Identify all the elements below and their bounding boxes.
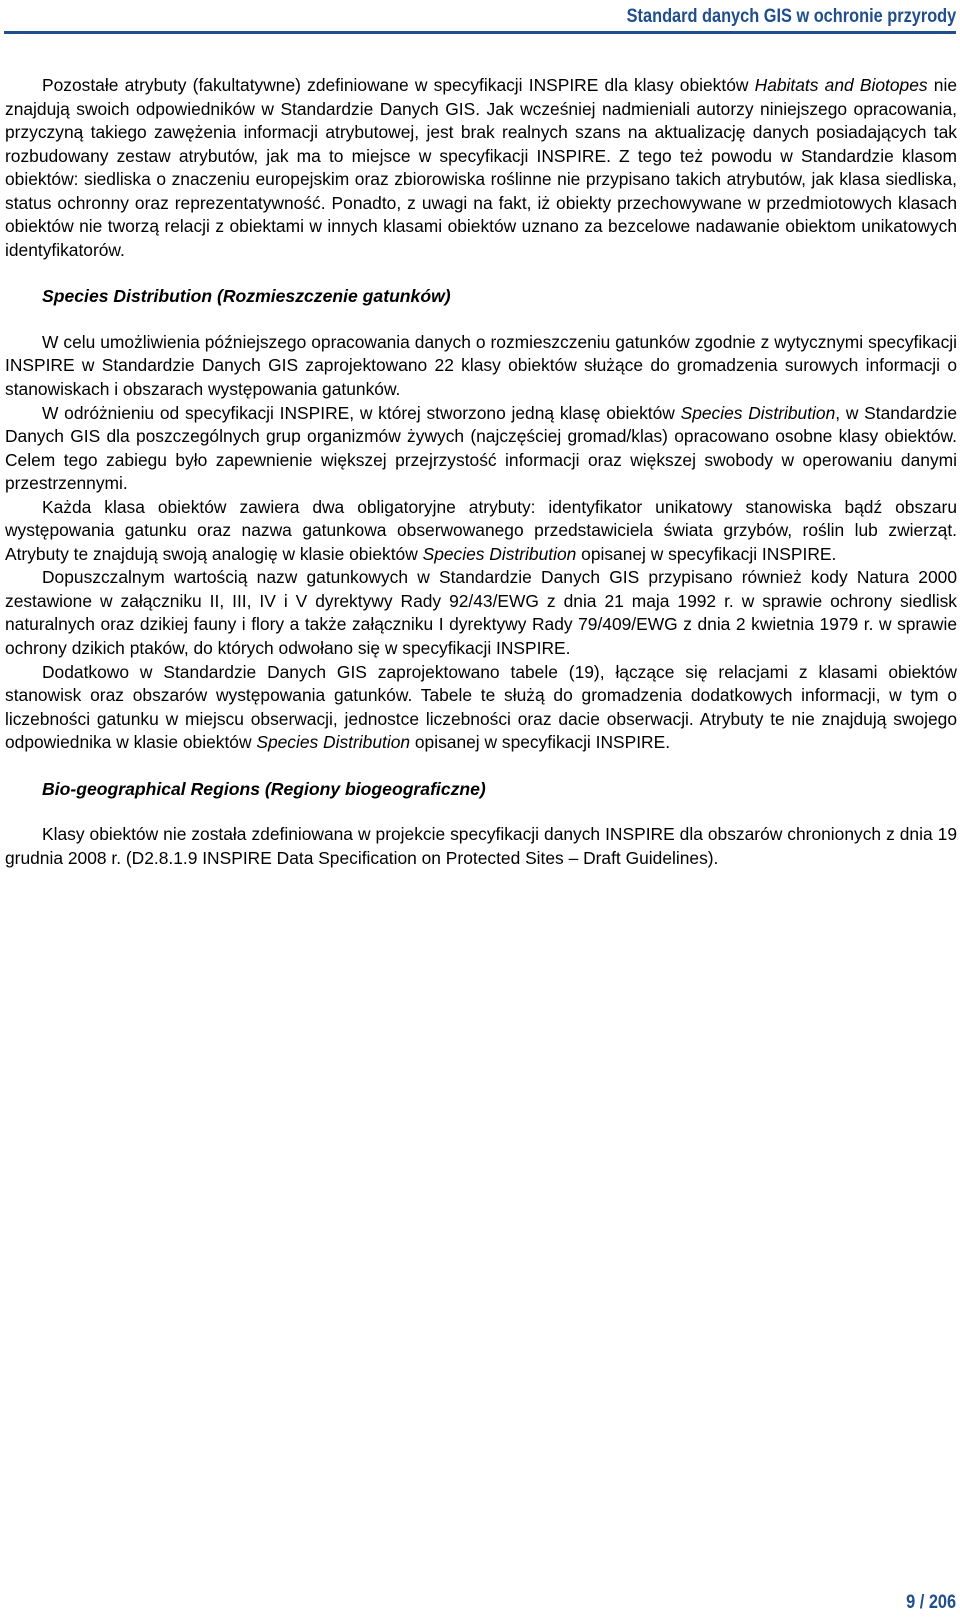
species-p2-text-1: W odróżnieniu od specyfikacji INSPIRE, w której stworzono jedną klasę obiektów xyxy=(42,402,681,423)
species-paragraph-3 xyxy=(5,496,957,567)
species-p3-italic-term: Species Distribution xyxy=(422,543,577,564)
species-p3-text-2: opisanej w specyfikacji INSPIRE. xyxy=(576,543,837,564)
species-paragraph-4: Dopuszczalnym wartością nazw gatunkowych w Standardzie Danych GIS przypisano również kody Natura 2000 zestawione w załączniku II, III, IV i V dyrektywy Rady 92/43/EWG z dnia 21 maja 1992 r. w sprawie ochrony siedlisk naturalnych oraz dzikiej fauny i flory a także załączniku I dyrektywy Rady 79/409/EWG z dnia 2 kwietnia 1979 r. w sprawie ochrony dzikich ptaków, do których odwołano się w specyfikacji INSPIRE. xyxy=(5,567,957,659)
species-p5-text-1: Dodatkowo w Standardzie Danych GIS zaprojektowano tabele (19), łączące się relacjami z klasami obiektów stanowisk oraz obszarów występowania gatunków. Tabele te służą do gromadzenia dodatkowych informacji, w tym o liczebności gatunku w miejscu obserwacji, jednostce liczebności oraz dacie obserwacji. Atrybuty te nie znajdują swojego odpowiednika w klasie obiektów xyxy=(5,661,957,753)
species-p2-text-2: , w Standardzie Danych GIS dla poszczególnych grup organizmów żywych (najczęściej gromad/klas) opracowano osobne klasy obiektów. Celem tego zabiegu było zapewnienie większej przejrzystość informacji oraz większej swobody w operowaniu danymi przestrzennymi. xyxy=(5,402,957,494)
intro-italic-term: Habitats and Biotopes xyxy=(754,75,928,95)
section-heading-bio: Bio-geographical Regions (Regiony biogeograficzne) xyxy=(42,778,486,799)
section-heading-species: Species Distribution (Rozmieszczenie gatunków) xyxy=(42,286,451,307)
species-paragraph-5 xyxy=(5,661,957,755)
intro-text-1: Pozostałe atrybuty (fakultatywne) zdefiniowane w specyfikacji INSPIRE dla klasy obiektów xyxy=(42,75,755,95)
intro-text-2: nie znajdują swoich odpowiedników w Standardzie Danych GIS. Jak wcześniej nadmieniali autorzy niniejszego opracowania, przyczyną takiego zawężenia informacji atrybutowej, jest brak realnych szans na aktualizację danych posiadających tak rozbudowany zestaw atrybutów, jak ma to miejsce w specyfikacji INSPIRE. Z tego też powodu w Standardzie klasom obiektów: siedliska o znaczeniu europejskim oraz zbiorowiska roślinne nie przypisano takich atrybutów, jak klasa siedliska, status ochronny oraz reprezentatywność. Ponadto, z uwagi na fakt, iż obiekty przechowywane w przedmiotowych klasach obiektów nie tworzą relacji z obiektami w innych klasami obiektów uznano za bezcelowe nadawanie obiektom unikatowych identyfikatorów. xyxy=(5,75,957,260)
species-p2-italic-term: Species Distribution xyxy=(680,402,836,423)
document-title: Standard danych GIS w ochronie przyrody xyxy=(626,6,956,27)
header-divider xyxy=(4,31,956,34)
species-paragraph-2 xyxy=(5,402,957,496)
species-p5-text-2: opisanej w specyfikacji INSPIRE. xyxy=(410,732,671,753)
page-number: 9 / 206 xyxy=(906,1592,956,1613)
species-p3-text-1: Każda klasa obiektów zawiera dwa obligatoryjne atrybuty: identyfikator unikatowy stanowiska bądź obszaru występowania gatunku oraz nazwa gatunkowa obserwowanego przedstawiciela świata grzybów, roślin lub zwierząt. Atrybuty te znajdują swoją analogię w klasie obiektów xyxy=(5,496,957,564)
species-p5-italic-term: Species Distribution xyxy=(256,732,411,753)
intro-paragraph xyxy=(5,74,957,262)
page-header xyxy=(0,0,960,34)
species-paragraph-1: W celu umożliwienia późniejszego opracowania danych o rozmieszczeniu gatunków zgodnie z wytycznymi specyfikacji INSPIRE w Standardzie Danych GIS zaprojektowano 22 klasy obiektów służące do gromadzenia surowych informacji o stanowiskach i obszarach występowania gatunków. xyxy=(5,331,957,400)
bio-paragraph-1: Klasy obiektów nie została zdefiniowana w projekcie specyfikacji danych INSPIRE dla obszarów chronionych z dnia 19 grudnia 2008 r. (D2.8.1.9 INSPIRE Data Specification on Protected Sites – Draft Guidelines). xyxy=(5,824,957,868)
document-body xyxy=(5,74,957,870)
